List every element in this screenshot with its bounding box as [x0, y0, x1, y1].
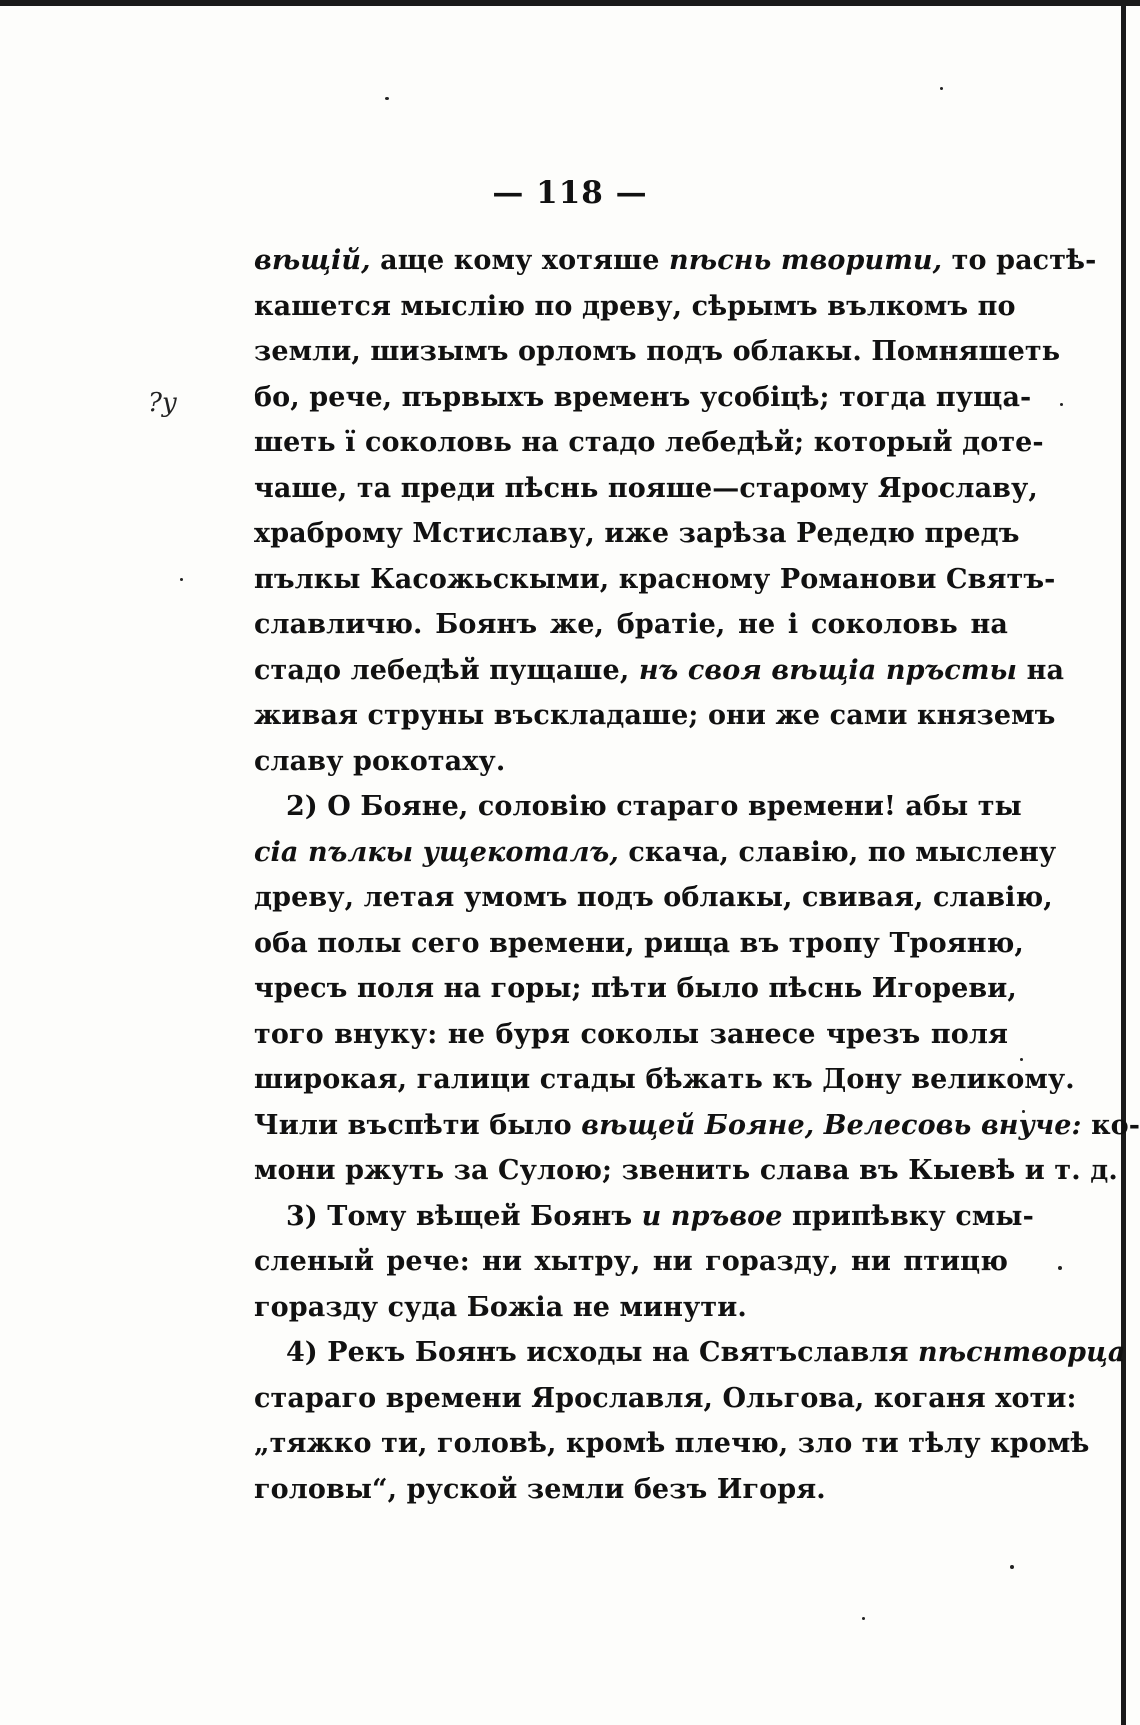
text-line: [254, 875, 1053, 921]
text-segment: то растѣ-: [942, 245, 1097, 276]
text-segment: бо, рече, първыхъ временъ усобіцѣ; тогда пуща-: [254, 381, 1032, 413]
text-line: [254, 1421, 1090, 1467]
text-segment: оба полы сего времени, рища въ тропу Трояню,: [254, 927, 1024, 959]
italic-phrase: нъ своя вѣщіа пръсты: [638, 654, 1018, 686]
scan-speck: [940, 87, 943, 90]
text-line: [254, 1103, 1140, 1149]
text-line: [254, 739, 1008, 785]
text-line: [254, 1057, 1075, 1103]
text-segment: Чили въспѣти было: [254, 1109, 582, 1141]
text-line: [254, 466, 1038, 512]
text-line: [254, 1285, 1008, 1331]
text-line: [254, 1330, 1126, 1376]
text-line: [254, 557, 1056, 603]
text-segment: ко-: [1081, 1109, 1140, 1141]
scan-right-edge: [1121, 0, 1126, 1725]
text-segment: скача, славію, по мыслену: [618, 836, 1057, 868]
text-line: [254, 1194, 1034, 1240]
text-line: [254, 375, 1032, 421]
text-segment: на: [1017, 654, 1065, 686]
scan-speck: [385, 97, 389, 100]
margin-note: ?у: [148, 388, 178, 418]
text-line: [254, 1376, 1077, 1422]
text-segment: аще кому хотяше: [370, 245, 670, 276]
page-number: — 118 —: [492, 175, 648, 211]
italic-phrase: и пръвое: [641, 1200, 783, 1232]
text-segment: головы“, руской земли безъ Игоря.: [254, 1473, 826, 1505]
text-line: [254, 921, 1024, 967]
text-segment: мони ржуть за Сулою; звенить слава въ Кыевѣ и т. д.: [254, 1155, 1118, 1186]
text-segment: 4) Рекъ Боянъ исходы на Святъславля: [286, 1337, 918, 1368]
text-segment: земли, шизымъ орломъ подъ облакы. Помняшеть: [254, 336, 1061, 367]
text-segment: шеть ї соколовь на стадо лебедѣй; который доте-: [254, 427, 1044, 458]
text-segment: древу, летая умомъ подъ облакы, свивая, славію,: [254, 882, 1053, 913]
text-segment: припѣвку смы-: [782, 1200, 1034, 1232]
scan-top-edge: [0, 0, 1140, 6]
text-segment: 3) Тому вѣщей Боянъ: [286, 1200, 642, 1232]
scan-speck: [180, 578, 183, 581]
italic-phrase: пѣснтворца: [918, 1337, 1126, 1368]
text-line: [254, 420, 1044, 466]
text-segment: того внуку: не буря соколы занесе чрезъ поля: [254, 1018, 1008, 1050]
text-segment: чресъ поля на горы; пѣти было пѣснь Игореви,: [254, 973, 1017, 1004]
scan-speck: [1020, 1058, 1023, 1061]
text-line: [254, 830, 1057, 876]
text-segment: кашется мыслію по древу, сѣрымъ вълкомъ по: [254, 290, 1016, 322]
text-line: [254, 1012, 1008, 1058]
text-segment: широкая, галици стады бѣжать къ Дону великому.: [254, 1064, 1075, 1095]
text-segment: живая струны въскладаше; они же сами княземъ: [254, 700, 1056, 731]
text-line: [254, 511, 1020, 557]
text-segment: пълкы Касожьскыми, красному Романови Святъ-: [254, 563, 1056, 595]
text-segment: храброму Мстиславу, иже зарѣза Редедю предъ: [254, 518, 1020, 549]
scan-speck: [1060, 403, 1063, 406]
text-segment: стараго времени Ярославля, Ольгова, коганя хоти:: [254, 1382, 1077, 1414]
text-line: [254, 284, 1016, 330]
text-line: [254, 329, 1061, 375]
text-segment: славу рокотаху.: [254, 745, 506, 777]
text-segment: стадо лебедѣй пущаше,: [254, 654, 639, 686]
text-line: [254, 648, 1065, 694]
text-line: [254, 693, 1056, 739]
text-line: [254, 784, 1022, 830]
text-segment: „тяжко ти, головѣ, кромѣ плечю, зло ти тѣлу кромѣ: [254, 1428, 1090, 1459]
italic-phrase: пѣснь творити,: [669, 245, 943, 276]
italic-phrase: вѣщій,: [254, 245, 371, 276]
scan-speck: [862, 1617, 865, 1620]
text-segment: сленый рече: ни хытру, ни горазду, ни птицю: [254, 1246, 1008, 1277]
text-segment: 2) О Бояне, соловію стараго времени! абы ты: [286, 791, 1022, 822]
text-segment: горазду суда Божіа не минути.: [254, 1291, 747, 1323]
scan-speck: [1010, 1565, 1014, 1569]
text-line: [254, 602, 1008, 648]
body-text: [254, 238, 1140, 1512]
text-segment: чаше, та преди пѣснь пояше—старому Ярославу,: [254, 472, 1038, 504]
text-line: [254, 1467, 1008, 1513]
italic-phrase: вѣщей Бояне, Велесовь внуче:: [581, 1109, 1082, 1141]
text-segment: славличю. Боянъ же, братіе, не і соколовь на: [254, 609, 1008, 640]
text-line: [254, 1239, 1008, 1285]
scan-speck: [1058, 1266, 1062, 1270]
italic-phrase: сіа пълкы ущекоталъ,: [254, 836, 619, 868]
text-line: [254, 966, 1017, 1012]
text-line: [254, 1148, 1118, 1194]
text-line: [254, 238, 1097, 284]
